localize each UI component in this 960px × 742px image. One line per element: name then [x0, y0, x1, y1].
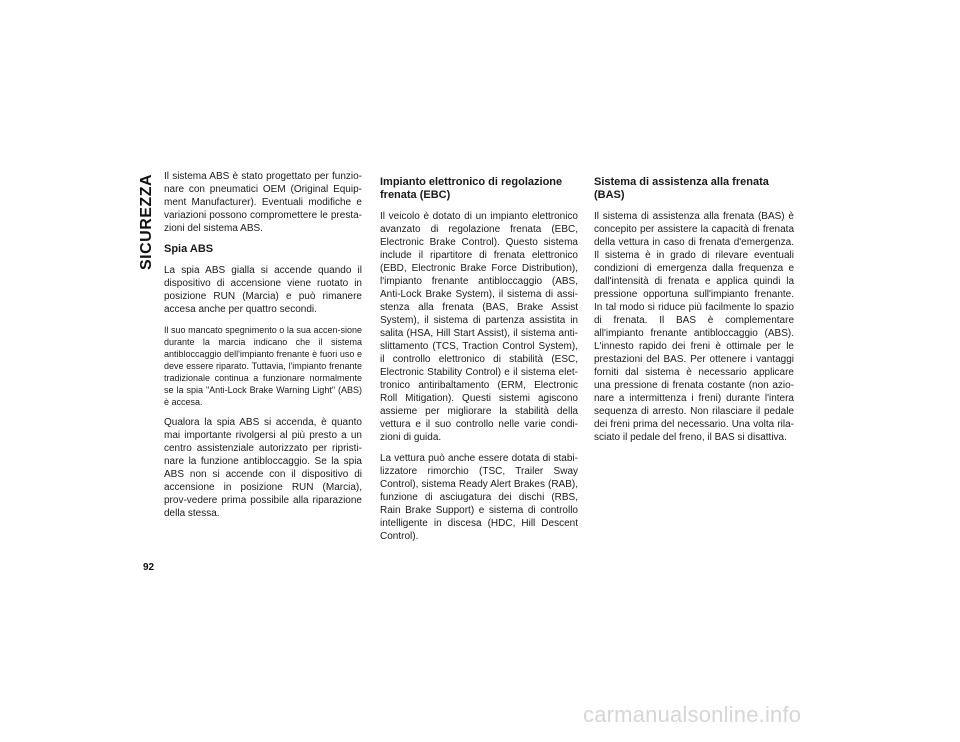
ebc-heading: Impianto elettronico di regolazione frenata (EBC) [380, 176, 563, 201]
spia-abs-service-paragraph: Qualora la spia ABS si accenda, è quanto mai importante rivolgersi al più presto a un centro assistenziale autorizzato per ripristi-nare la funzione antibloccaggio. Se la spia ABS non si accende con il dispositivo di accensione in posizione RUN (Marcia), prov-vedere prima possibile alla riparazione della stessa. [164, 417, 362, 519]
column-right [594, 170, 794, 452]
ebc-optional-paragraph: La vettura può anche essere dotata di stabi-lizzatore rimorchio (TSC, Trailer Sway Control), sistema Ready Alert Brakes (RAB), funzione di asciugatura dei dischi (RBS, Rain Brake Support) e sistema di controllo intelligente in discesa (HDC, Hill Descent Control). [380, 453, 578, 542]
column-middle [380, 170, 578, 551]
bas-paragraph: Il sistema di assistenza alla frenata (BAS) è concepito per assistere la capacità di frenata della vettura in caso di frenata d'emergenza. Il sistema è in grado di rilevare eventuali condizioni di emergenza dalla frequenza e dall'intensità di frenata e applica quindi la pressione opportuna sull'impianto frenante. In tal modo si riduce più facilmente lo spazio di frenata. Il BAS è complementare all'impianto frenante antibloccaggio (ABS). L'innesto rapido dei freni è ottimale per le prestazioni del BAS. Per ottenere i vantaggi forniti dal sistema è necessario applicare una pressione di frenata costante (non azio-nare a intermittenza i freni) durante l'intera sequenza di arresto. Non rilasciare il pedale dei freni prima del necessario. Una volta rila-sciato il pedale del freno, il BAS si disattiva. [594, 211, 794, 443]
section-tab-label: SICUREZZA [138, 173, 155, 271]
spia-abs-heading: Spia ABS [164, 243, 214, 255]
spia-abs-note: Il suo mancato spegnimento o la sua accen-sione durante la marcia indicano che il sistema antibloccaggio dell'impianto frenante è fuori uso e deve essere riparato. Tuttavia, l'impianto frenante tradizionale continua a funzionare normalmente se la spia "Anti-Lock Brake Warning Light" (ABS) è accesa. [164, 325, 362, 407]
watermark-link[interactable]: carmanualsonline.info [583, 702, 802, 727]
column-left [164, 170, 362, 528]
section-tab [136, 172, 158, 272]
bas-heading: Sistema di assistenza alla frenata (BAS) [594, 176, 769, 201]
page-number: 92 [143, 562, 155, 573]
ebc-paragraph: Il veicolo è dotato di un impianto elettronico avanzato di regolazione frenata (EBC, Electronic Brake Control). Questo sistema include il ripartitore di frenata elettronico (EBD, Electronic Brake Force Distribution), l'impianto frenante antibloccaggio (ABS, Anti-Lock Brake System), il sistema di assi-stenza alla frenata (BAS, Brake Assist System), il sistema di partenza assistita in salita (HSA, Hill Start Assist), il sistema anti-slittamento (TCS, Traction Control System), il controllo elettronico di stabilità (ESC, Electronic Stability Control) e il sistema elet-tronico antiribaltamento (ERM, Electronic Roll Mitigation). Questi sistemi agiscono assieme per migliorare la stabilità della vettura e il suo controllo nelle varie condi-zioni di guida. [380, 211, 578, 443]
abs-oem-paragraph: Il sistema ABS è stato progettato per funzio-nare con pneumatici OEM (Original Equip-ment Manufacturer). Eventuali modifiche e variazioni possono compromettere le presta-zioni del sistema ABS. [164, 171, 362, 234]
spia-abs-paragraph: La spia ABS gialla si accende quando il dispositivo di accensione viene ruotato in posizione RUN (Marcia) e può rimanere accesa anche per quattro secondi. [164, 265, 362, 315]
